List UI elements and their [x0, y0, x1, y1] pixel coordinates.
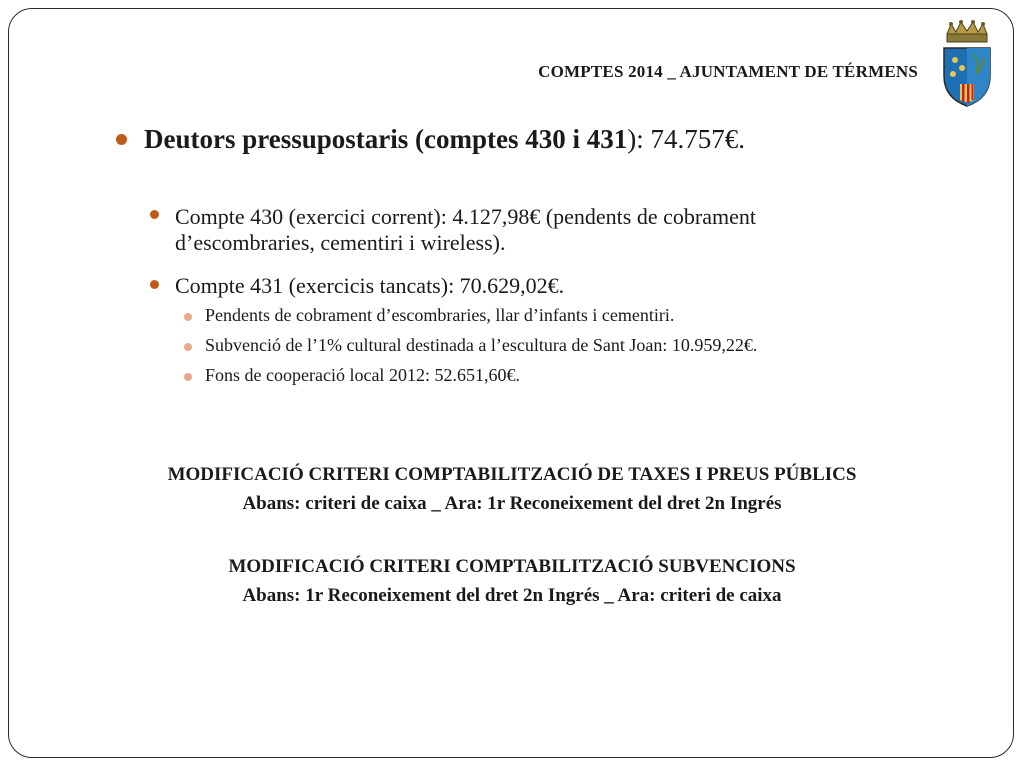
note-subsidies [0, 552, 1024, 610]
note-detail: Abans: criteri de caixa _ Ara: 1r Reconeixement del dret 2n Ingrés [242, 493, 782, 514]
sub-bullet-430 [175, 204, 965, 256]
page-title: COMPTES 2014 _ AJUNTAMENT DE TÉRMENS [538, 62, 918, 81]
detail-item: Fons de cooperació local 2012: 52.651,60€. [205, 365, 520, 385]
note-detail: Abans: 1r Reconeixement del dret 2n Ingrés _ Ara: criteri de caixa [242, 585, 782, 606]
bullet-dot [184, 313, 192, 321]
bullet-dot [150, 280, 159, 289]
coat-of-arms-icon [938, 18, 996, 108]
sub-bullet-line: Compte 430 (exercici corrent): 4.127,98€ (pendents de cobrament [175, 204, 756, 229]
detail-item: Subvenció de l’1% cultural destinada a l’escultura de Sant Joan: 10.959,22€. [205, 335, 758, 355]
note-heading: MODIFICACIÓ CRITERI COMPTABILITZACIÓ SUBVENCIONS [228, 556, 796, 577]
main-bullet-normal: ): 74.757€. [627, 124, 745, 154]
note-heading: MODIFICACIÓ CRITERI COMPTABILITZACIÓ DE TAXES I PREUS PÚBLICS [167, 464, 857, 485]
main-bullet-bold: Deutors pressupostaris (comptes 430 i 431 [144, 124, 628, 154]
sub-bullet-line: Compte 431 (exercicis tancats): 70.629,02€. [175, 273, 565, 298]
sub-bullet-line: d’escombraries, cementiri i wireless). [175, 230, 506, 255]
note-taxes [0, 460, 1024, 518]
bullet-dot [116, 134, 127, 145]
detail-item: Pendents de cobrament d’escombraries, llar d’infants i cementiri. [205, 305, 675, 325]
bullet-dot [184, 343, 192, 351]
main-bullet [144, 124, 745, 155]
bullet-dot [150, 210, 159, 219]
bullet-dot [184, 373, 192, 381]
sub-bullet-431 [175, 273, 965, 299]
